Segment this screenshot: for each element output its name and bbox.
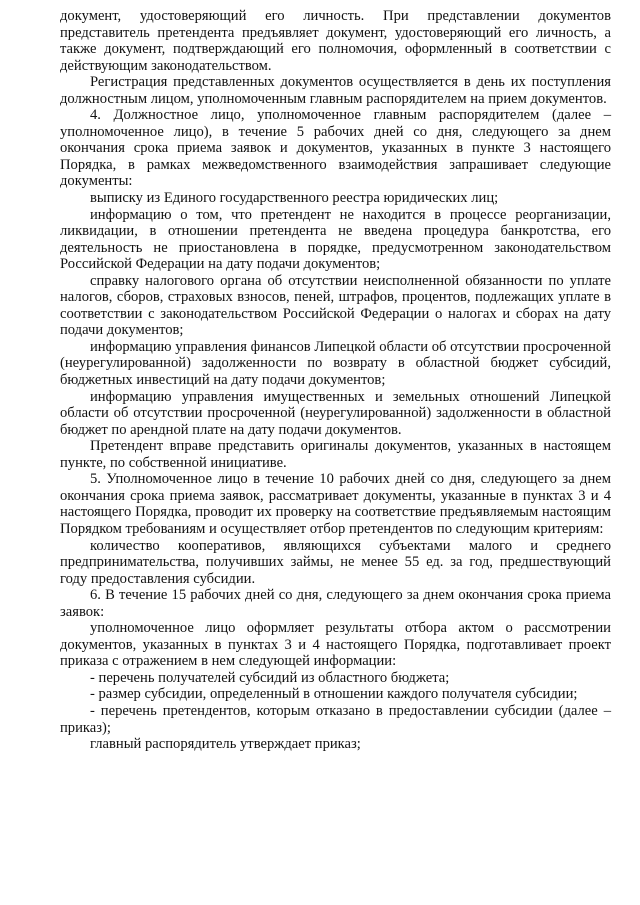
list-item-finance-debt-info: информацию управления финансов Липецкой области об отсутствии просроченной (неурегулированной) задолженности по возврату в областной бюджет субсидий, бюджетных инвестиций на дату подачи документов;: [60, 338, 611, 389]
paragraph-registration: Регистрация представленных документов осуществляется в день их поступления должностным лицом, уполномоченным главным распорядителем на прием документов.: [60, 74, 611, 107]
list-item-tax-certificate: справку налогового органа об отсутствии неисполненной обязанности по уплате налогов, сборов, страховых взносов, пеней, штрафов, процентов, подлежащих уплате в соответствии с законодательством Российской Федерации о налогах и сборах на дату подачи документов;: [60, 272, 611, 339]
paragraph-order-approval: главный распорядитель утверждает приказ;: [90, 736, 361, 753]
list-item-recipients: - перечень получателей субсидий из областного бюджета;: [90, 669, 450, 686]
list-item-egrul-extract: выписку из Единого государственного реестра юридических лиц;: [90, 190, 499, 207]
paragraph-representative-id: документ, удостоверяющий его личность. При представлении документов представитель претендента предъявляет документ, удостоверяющий его личность, а также документ, подтверждающий его полномочия, оформленный в соответствии с действующим законодательством.: [60, 8, 611, 74]
criterion-cooperatives-count: количество кооперативов, являющихся субъектами малого и среднего предпринимательства, получивших займы, не менее 55 ед. за год, предшествующий году предоставления субсидии.: [60, 537, 611, 587]
paragraph-section-4: 4. Должностное лицо, уполномоченное главным распорядителем (далее – уполномоченное лицо), в течение 5 рабочих дней со дня, следующего за днем окончания срока приема заявок и документов, указанных в пункте 3 настоящего Порядка, в рамках межведомственного взаимодействия запрашивает следующие документы:: [60, 107, 611, 190]
document-page: [60, 8, 611, 753]
list-item-property-debt-info: информацию управления имущественных и земельных отношений Липецкой области об отсутствии просроченной (неурегулированной) задолженности в областной бюджет по арендной плате на дату подачи документов.: [60, 388, 611, 438]
paragraph-act-preparation: уполномоченное лицо оформляет результаты отбора актом о рассмотрении документов, указанных в пунктах 3 и 4 настоящего Порядка, подготавливает проект приказа с отражением в нем следующей информации:: [60, 620, 611, 670]
list-item-subsidy-amount: - размер субсидии, определенный в отношении каждого получателя субсидии;: [90, 686, 578, 703]
paragraph-originals-right: Претендент вправе представить оригиналы документов, указанных в настоящем пункте, по собственной инициативе.: [60, 438, 611, 471]
list-item-reorganization-info: информацию о том, что претендент не находится в процессе реорганизации, ликвидации, в отношении претендента не введена процедура банкротства, его деятельность не приостановлена в порядке, предусмотренном законодательством Российской Федерации на дату подачи документов;: [60, 206, 611, 273]
paragraph-section-6: 6. В течение 15 рабочих дней со дня, следующего за днем окончания срока приема заявок:: [60, 587, 611, 620]
paragraph-section-5: 5. Уполномоченное лицо в течение 10 рабочих дней со дня, следующего за днем окончания срока приема заявок, рассматривает документы, указанные в пунктах 3 и 4 настоящего Порядка, проводит их проверку на соответствие предъявляемым настоящим Порядком требованиям и осуществляет отбор претендентов по следующим критериям:: [60, 471, 611, 537]
list-item-refused-applicants: - перечень претендентов, которым отказано в предоставлении субсидии (далее – приказ);: [60, 702, 611, 736]
